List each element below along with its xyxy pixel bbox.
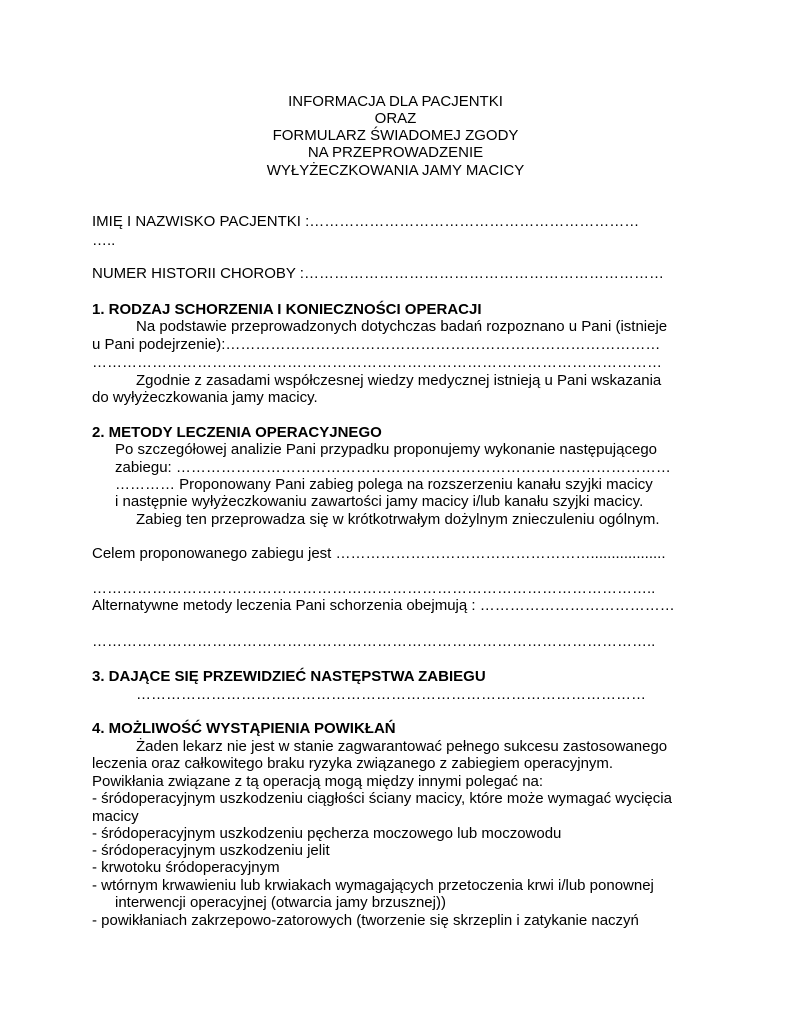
section-3-field: ………………………………………………………………………………………… (136, 686, 646, 703)
section-4-list-item: - wtórnym krwawieniu lub krwiakach wymagających przetoczenia krwi i/lub ponownej (92, 877, 654, 894)
title-line-4: NA PRZEPROWADZENIE (307, 144, 484, 161)
title-line-1: INFORMACJA DLA PACJENTKI (288, 93, 503, 110)
section-3-heading: 3. DAJĄCE SIĘ PRZEWIDZIEĆ NASTĘPSTWA ZABIEGU (92, 668, 486, 685)
section-2-line: i następnie wyłyżeczkowaniu zawartości jamy macicy i/lub kanału szyjki macicy. (115, 493, 644, 510)
history-number-field: NUMER HISTORII CHOROBY :……………………………………………………………… (92, 265, 664, 282)
section-4-list-item: - śródoperacyjnym uszkodzeniu ciągłości ściany macicy, które może wymagać wycięcia (92, 790, 672, 807)
title-line-5: WYŁYŻECZKOWANIA JAMY MACICY (266, 162, 525, 179)
section-4-line: Żaden lekarz nie jest w stanie zagwarantować pełnego sukcesu zastosowanego (136, 738, 668, 755)
section-2-line: Zabieg ten przeprowadza się w krótkotrwałym dożylnym znieczuleniu ogólnym. (136, 511, 660, 528)
section-4-heading: 4. MOŻLIWOŚĆ WYSTĄPIENIA POWIKŁAŃ (92, 720, 396, 737)
section-4-list-item: - powikłaniach zakrzepowo-zatorowych (tworzenie się skrzeplin i zatykanie naczyń (92, 912, 639, 929)
section-1-line: Na podstawie przeprowadzonych dotychczas badań rozpoznano u Pani (istnieje (136, 318, 668, 335)
section-4-list-item-cont: interwencji operacyjnej (otwarcia jamy brzusznej)) (115, 894, 446, 911)
section-2-line: zabiegu: ……………………………………………………………………………………… (115, 459, 671, 476)
section-4-list-item: - śródoperacyjnym uszkodzeniu pęcherza moczowego lub moczowodu (92, 825, 562, 842)
purpose-field: Celem proponowanego zabiegu jest …………………………………………….................. (92, 545, 666, 562)
patient-name-field: IMIĘ I NAZWISKO PACJENTKI :………………………………………………………… (92, 213, 640, 230)
title-line-3: FORMULARZ ŚWIADOMEJ ZGODY (272, 127, 519, 144)
section-2-heading: 2. METODY LECZENIA OPERACYJNEGO (92, 424, 382, 441)
section-1-line: Zgodnie z zasadami współczesnej wiedzy medycznej istnieją u Pani wskazania (136, 372, 662, 389)
title-line-2: ORAZ (374, 110, 417, 127)
purpose-field-cont: ………………………………………………………………………………………………….. (92, 580, 656, 597)
section-4-line: leczenia oraz całkowitego braku ryzyka związanego z zabiegiem operacyjnym. (92, 755, 614, 772)
section-4-list-item: - śródoperacyjnym uszkodzeniu jelit (92, 842, 330, 859)
section-1-line: u Pani podejrzenie):…………………………………………………………………………… (92, 336, 661, 353)
section-1-line: …………………………………………………………………………………………………… (92, 354, 662, 371)
alternatives-field: Alternatywne metody leczenia Pani schorzenia obejmują : ………………………………… (92, 597, 675, 614)
alternatives-field-cont: ………………………………………………………………………………………………….. (92, 633, 656, 650)
section-4-line: Powikłania związane z tą operacją mogą między innymi polegać na: (92, 773, 544, 790)
section-1-line: do wyłyżeczkowania jamy macicy. (92, 389, 318, 406)
section-1-heading: 1. RODZAJ SCHORZENIA I KONIECZNOŚCI OPERACJI (92, 301, 482, 318)
section-2-line: Po szczegółowej analizie Pani przypadku proponujemy wykonanie następującego (115, 441, 657, 458)
patient-name-field-cont: ….. (92, 232, 116, 249)
section-4-list-item: - krwotoku śródoperacyjnym (92, 859, 280, 876)
section-4-list-item-cont: macicy (92, 808, 139, 825)
section-2-line: ………… Proponowany Pani zabieg polega na rozszerzeniu kanału szyjki macicy (115, 476, 653, 493)
